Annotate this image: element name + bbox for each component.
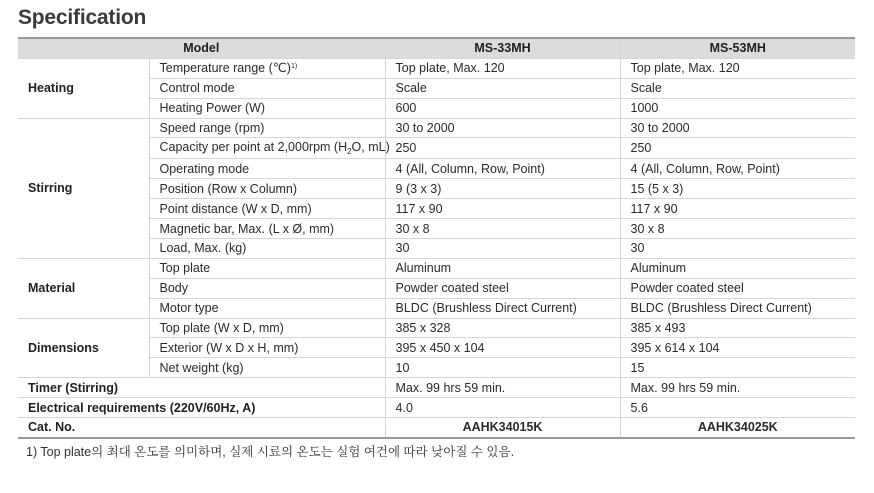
- subscript: 2: [347, 147, 352, 157]
- header-ms53mh: MS-53MH: [620, 38, 855, 58]
- value-cell: 4 (All, Column, Row, Point): [620, 159, 855, 179]
- value-cell: 15: [620, 358, 855, 378]
- row-label: Control mode: [149, 78, 385, 98]
- value-cell: 250: [620, 138, 855, 159]
- header-row: [18, 38, 855, 58]
- label-text: O, mL): [351, 140, 390, 155]
- value-cell: 1000: [620, 98, 855, 118]
- row-label: Speed range (rpm): [149, 118, 385, 138]
- value-cell: Max. 99 hrs 59 min.: [620, 378, 855, 398]
- value-cell: 5.6: [620, 398, 855, 418]
- value-cell: 4.0: [385, 398, 620, 418]
- row-label: Point distance (W x D, mm): [149, 199, 385, 219]
- row-label: Top plate (W x D, mm): [149, 318, 385, 338]
- page-title: Specification: [18, 6, 147, 29]
- row-label: Position (Row x Column): [149, 179, 385, 199]
- value-cell: 395 x 614 x 104: [620, 338, 855, 358]
- value-cell: Scale: [620, 78, 855, 98]
- row-label: Exterior (W x D x H, mm): [149, 338, 385, 358]
- row-label: Magnetic bar, Max. (L x Ø, mm): [149, 219, 385, 239]
- value-cell: BLDC (Brushless Direct Current): [620, 298, 855, 318]
- table-row: [18, 258, 855, 278]
- value-cell: Scale: [385, 78, 620, 98]
- table-row: [18, 378, 855, 398]
- value-cell: Top plate, Max. 120: [620, 58, 855, 78]
- row-timer-label: Timer (Stirring): [18, 378, 385, 398]
- value-cell: 9 (3 x 3): [385, 179, 620, 199]
- header-ms33mh: MS-33MH: [385, 38, 620, 58]
- table-row: [18, 318, 855, 338]
- value-cell: 30: [620, 239, 855, 259]
- row-label: Top plate: [149, 258, 385, 278]
- row-label: Motor type: [149, 298, 385, 318]
- row-label: Load, Max. (kg): [149, 239, 385, 259]
- value-cell: 385 x 493: [620, 318, 855, 338]
- row-label: Body: [149, 278, 385, 298]
- table-row: [18, 58, 855, 78]
- label-text: Capacity per point at 2,000rpm (H: [159, 140, 348, 155]
- label-text: Temperature range (℃): [159, 61, 291, 76]
- value-cell: 250: [385, 138, 620, 159]
- row-electrical-label: Electrical requirements (220V/60Hz, A): [18, 398, 385, 418]
- row-label: Net weight (kg): [149, 358, 385, 378]
- header-model: Model: [18, 38, 385, 58]
- value-cell: 30 x 8: [385, 219, 620, 239]
- table-row: [18, 398, 855, 418]
- value-cell: 600: [385, 98, 620, 118]
- row-catno-label: Cat. No.: [18, 418, 385, 438]
- group-stirring: Stirring: [18, 118, 149, 258]
- row-label: [149, 58, 385, 78]
- table-row: [18, 418, 855, 438]
- group-heating: Heating: [18, 58, 149, 118]
- group-material: Material: [18, 258, 149, 318]
- value-cell: Powder coated steel: [385, 278, 620, 298]
- value-cell: Powder coated steel: [620, 278, 855, 298]
- value-cell: 117 x 90: [385, 199, 620, 219]
- value-cell: Aluminum: [620, 258, 855, 278]
- value-cell: Top plate, Max. 120: [385, 58, 620, 78]
- value-cell: 30 to 2000: [620, 118, 855, 138]
- group-dimensions: Dimensions: [18, 318, 149, 378]
- value-cell: 30 x 8: [620, 219, 855, 239]
- value-cell: Max. 99 hrs 59 min.: [385, 378, 620, 398]
- row-label: [149, 138, 390, 159]
- spec-table: [18, 37, 855, 439]
- value-cell: 117 x 90: [620, 199, 855, 219]
- value-cell: 395 x 450 x 104: [385, 338, 620, 358]
- footnote: 1) Top plate의 최대 온도를 의미하며, 실제 시료의 온도는 실험 여건에 따라 낮아질 수 있음.: [26, 445, 515, 459]
- value-cell: 385 x 328: [385, 318, 620, 338]
- row-label: Operating mode: [149, 159, 385, 179]
- table-row: [18, 118, 855, 138]
- value-cell: 4 (All, Column, Row, Point): [385, 159, 620, 179]
- value-cell: 10: [385, 358, 620, 378]
- footnote-ref: 1): [290, 63, 298, 71]
- value-cell: 30: [385, 239, 620, 259]
- value-cell: Aluminum: [385, 258, 620, 278]
- value-cell: 15 (5 x 3): [620, 179, 855, 199]
- value-cell: 30 to 2000: [385, 118, 620, 138]
- value-cell: BLDC (Brushless Direct Current): [385, 298, 620, 318]
- row-label: Heating Power (W): [149, 98, 385, 118]
- catno-ms33mh: AAHK34015K: [385, 418, 620, 438]
- catno-ms53mh: AAHK34025K: [620, 418, 855, 438]
